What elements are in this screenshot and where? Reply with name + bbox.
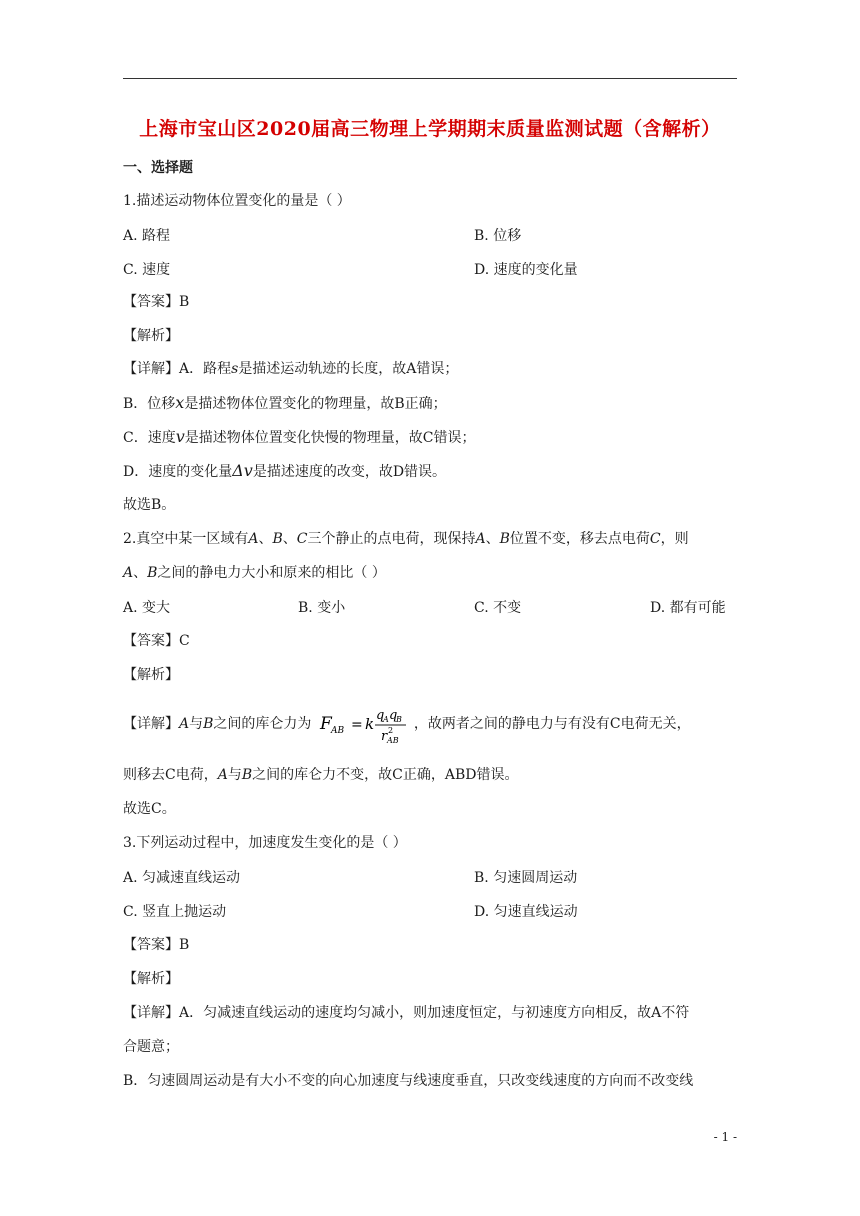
q1-detail-4: D．速度的变化量Δv是描述速度的改变，故D错误。 [123,461,447,480]
q2-option-a: A. 变大 [123,600,171,616]
q3-analysis-heading: 【解析】 [123,971,179,987]
header-rule [123,78,737,79]
document-title: 上海市宝山区2020届高三物理上学期期末质量监测试题（含解析） [139,118,721,140]
q1-detail-3: C．速度v是描述物体位置变化快慢的物理量，故C错误； [123,427,476,446]
formula-r-sub: AB [386,736,399,744]
formula-q1-sub: A [382,715,389,724]
q1-option-c: C. 速度 [123,262,171,278]
q3-option-a: A. 匀减速直线运动 [123,870,241,886]
q1-stem: 1.描述运动物体位置变化的量是（ ） [123,193,351,209]
q3-detail-1: 【详解】A．匀减速直线运动的速度均匀减小，则加速度恒定，与初速度方向相反，故A不符 [123,1005,690,1021]
formula-q1: q [375,708,385,723]
q2-stem-line-1: 2.真空中某一区域有A、B、C三个静止的点电荷，现保持A、B位置不变，移去点电荷C，则 [123,531,689,547]
q3-option-b: B. 匀速圆周运动 [474,870,578,886]
q3-answer: 【答案】B [123,937,190,953]
q1-detail-1: 【详解】A．路程s是描述运动轨迹的长度，故A错误； [123,361,459,377]
formula-q2: q [388,708,398,723]
q2-stem-line-2: A、B之间的静电力大小和原来的相比（ ） [123,565,386,581]
page-number: - 1 - [713,1130,737,1144]
q3-option-c: C. 竖直上抛运动 [123,904,227,920]
formula-k: k [364,715,374,733]
q1-option-d: D. 速度的变化量 [474,262,578,278]
q1-detail-2: B．位移x是描述物体位置变化的物理量，故B正确； [123,393,447,412]
formula-f: F [319,714,332,734]
formula-q2-sub: B [395,715,402,724]
q2-option-d: D. 都有可能 [650,600,726,616]
q3-stem: 3.下列运动过程中，加速度发生变化的是（ ） [123,835,407,851]
q1-conclusion: 故选B。 [123,497,176,513]
q1-answer: 【答案】B [123,294,190,310]
q2-answer: 【答案】C [123,633,190,649]
q3-detail-2: B．匀速圆周运动是有大小不变的向心加速度与线速度垂直，只改变线速度的方向而不改变线 [123,1073,694,1089]
q3-option-d: D. 匀速直线运动 [474,904,578,920]
formula-equals: = [350,717,363,733]
q2-option-b: B. 变小 [298,600,346,616]
q3-detail-1-cont: 合题意； [123,1039,179,1055]
q1-option-b: B. 位移 [474,228,522,244]
coulomb-formula [318,704,412,744]
section-heading: 一、选择题 [123,160,193,176]
q2-analysis-heading: 【解析】 [123,667,179,683]
formula-r-sup: 2 [387,726,393,735]
q2-option-c: C. 不变 [474,600,522,616]
formula-r: r [380,729,388,744]
formula-f-sub: AB [330,726,344,736]
q2-conclusion: 故选C。 [123,801,176,817]
q2-detail-2: 则移去C电荷，A与B之间的库仑力不变，故C正确，ABD错误。 [123,767,519,783]
q1-option-a: A. 路程 [123,228,171,244]
q2-detail-1: 【详解】A与B之间的库仑力为 F AB = k q A q B r 2 AB ，故两者之间的静电力与有没有C电荷无关， [123,704,691,744]
q1-analysis-heading: 【解析】 [123,328,179,344]
